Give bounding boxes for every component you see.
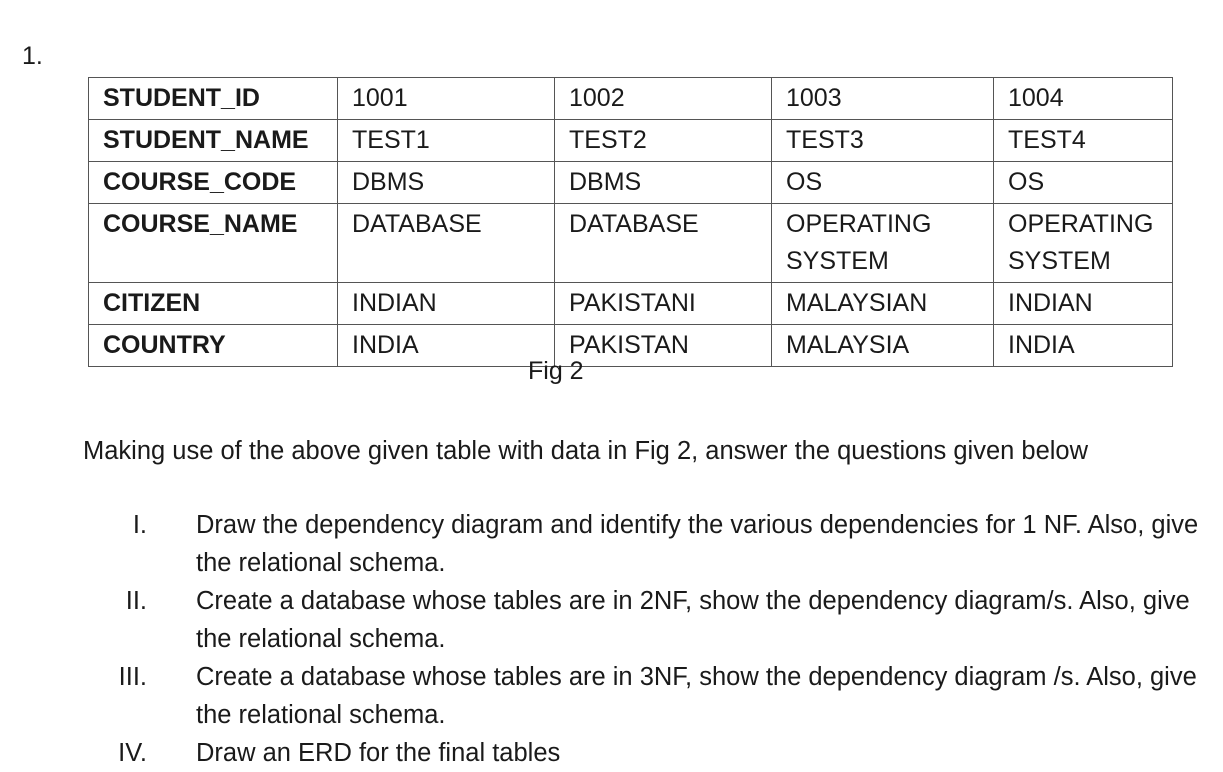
table-cell: OPERATING SYSTEM (772, 204, 994, 283)
item-number: III. (118, 663, 147, 691)
table-cell: MALAYSIAN (772, 283, 994, 325)
table-cell: TEST3 (772, 120, 994, 162)
table-cell: DATABASE (338, 204, 555, 283)
table-row (89, 120, 1173, 162)
table-cell: OS (994, 162, 1173, 204)
table-cell: 1002 (555, 78, 772, 120)
table-cell: TEST4 (994, 120, 1173, 162)
table-cell: 1003 (772, 78, 994, 120)
table-cell: INDIA (994, 325, 1173, 367)
student-course-table (88, 77, 1173, 367)
table-cell: 1001 (338, 78, 555, 120)
table-row (89, 283, 1173, 325)
item-text: Draw the dependency diagram and identify the various dependencies for 1 NF. Also, give the relational schema. (196, 511, 1199, 577)
table-cell: DBMS (555, 162, 772, 204)
list-item (83, 658, 1213, 734)
item-text: Create a database whose tables are in 2NF, show the dependency diagram/s. Also, give the relational schema. (196, 587, 1190, 653)
table-cell: OS (772, 162, 994, 204)
question-list (83, 506, 1213, 772)
row-header: STUDENT_ID (89, 78, 338, 120)
table-cell: OPERATING SYSTEM (994, 204, 1173, 283)
table-row (89, 204, 1173, 283)
item-text: Create a database whose tables are in 3NF, show the dependency diagram /s. Also, give the relational schema. (196, 663, 1197, 729)
table-cell: INDIAN (994, 283, 1173, 325)
row-header: STUDENT_NAME (89, 120, 338, 162)
item-number: IV. (118, 739, 147, 767)
table-cell: TEST2 (555, 120, 772, 162)
row-header: CITIZEN (89, 283, 338, 325)
question-number: 1. (22, 42, 43, 70)
table-cell: 1004 (994, 78, 1173, 120)
list-item (83, 582, 1213, 658)
item-text: Draw an ERD for the final tables (196, 739, 561, 767)
row-header: COURSE_CODE (89, 162, 338, 204)
table-cell: INDIA (338, 325, 555, 367)
list-item (83, 506, 1213, 582)
table-cell: INDIAN (338, 283, 555, 325)
row-header: COURSE_NAME (89, 204, 338, 283)
table-cell: DATABASE (555, 204, 772, 283)
table-cell: PAKISTAN (555, 325, 772, 367)
table-row (89, 78, 1173, 120)
item-number: II. (125, 587, 147, 615)
table-cell: MALAYSIA (772, 325, 994, 367)
item-number: I. (132, 511, 147, 539)
list-item (83, 734, 1213, 772)
table-cell: DBMS (338, 162, 555, 204)
table-cell: PAKISTANI (555, 283, 772, 325)
table-cell: TEST1 (338, 120, 555, 162)
table-row (89, 162, 1173, 204)
table-row (89, 325, 1173, 367)
instructions-paragraph: Making use of the above given table with data in Fig 2, answer the questions given below (83, 437, 1089, 465)
row-header: COUNTRY (89, 325, 338, 367)
figure-caption: Fig 2 (528, 357, 584, 385)
